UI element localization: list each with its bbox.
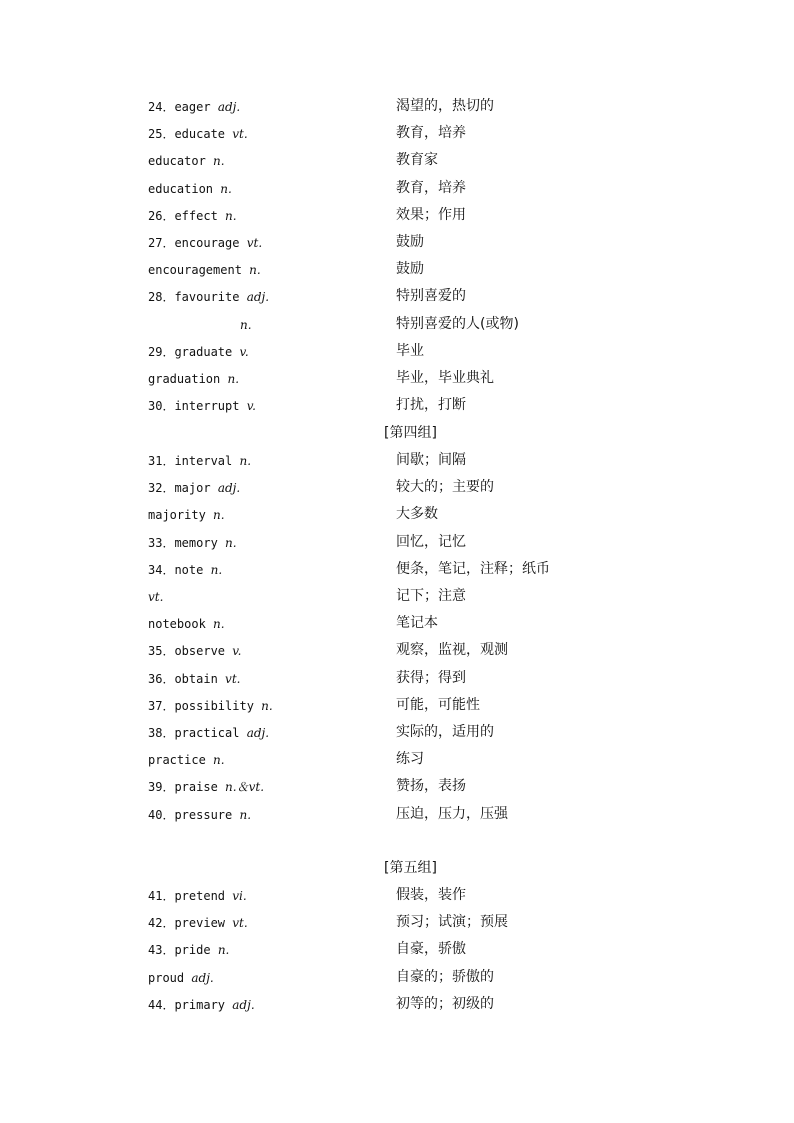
vocab-word: 28．favourite	[148, 290, 240, 305]
vocab-row	[0, 587, 794, 614]
vocab-word: 37．possibility	[148, 698, 254, 713]
vocab-meaning: 自豪，骄傲	[396, 941, 466, 958]
vocab-row	[0, 260, 794, 287]
vocab-row	[0, 560, 794, 587]
vocab-term	[148, 151, 225, 171]
vocab-row	[0, 97, 794, 124]
vocab-word: 34．note	[148, 562, 204, 577]
vocab-meaning: 赞扬，表扬	[396, 778, 466, 795]
vocab-row	[0, 750, 794, 777]
vocab-word: notebook	[148, 617, 206, 632]
group-heading-5: [第五组]	[384, 860, 437, 876]
vocab-row	[0, 179, 794, 206]
vocab-part-of-speech: n.	[239, 454, 252, 468]
vocab-row	[0, 777, 794, 804]
vocab-meaning: 练习	[396, 751, 424, 768]
vocab-row	[0, 315, 794, 342]
vocab-term	[148, 124, 248, 144]
vocab-word: education	[148, 181, 214, 196]
vocab-row	[0, 669, 794, 696]
vocab-word: 30．interrupt	[148, 399, 240, 414]
vocab-word: 32．major	[148, 481, 211, 496]
vocab-part-of-speech: adj.	[232, 997, 255, 1012]
vocab-word: 39．praise	[148, 780, 218, 795]
vocab-row	[0, 940, 794, 967]
vocab-word: 41．pretend	[148, 889, 226, 903]
vocab-part-of-speech: v.	[246, 399, 256, 414]
vocab-row	[0, 206, 794, 233]
vocab-term	[148, 614, 225, 634]
vocab-term	[148, 478, 240, 498]
vocab-term	[148, 805, 251, 825]
vocab-part-of-speech: n.	[227, 372, 240, 386]
vocab-meaning: 鼓励	[396, 234, 424, 250]
vocab-meaning: 鼓励	[396, 261, 424, 278]
vocab-meaning: 毕业，毕业典礼	[396, 370, 494, 386]
vocab-part-of-speech: n.	[213, 753, 225, 768]
vocab-row	[0, 369, 794, 396]
vocab-term	[148, 369, 239, 389]
vocab-term	[148, 641, 241, 661]
vocab-term	[240, 315, 252, 335]
vocab-part-of-speech: n.	[225, 208, 237, 223]
vocab-row	[0, 614, 794, 641]
vocab-part-of-speech: n.	[217, 943, 230, 958]
vocab-word: 25．educate	[148, 127, 226, 142]
vocab-word: educator	[148, 154, 206, 169]
vocab-word: 42．preview	[148, 916, 226, 931]
vocab-meaning: 笔记本	[396, 615, 438, 632]
vocab-word: majority	[148, 508, 206, 523]
vocab-meaning: 记下；注意	[396, 588, 466, 604]
vocab-meaning: 教育家	[396, 152, 438, 169]
vocab-row	[0, 342, 794, 369]
vocab-row	[0, 696, 794, 723]
vocab-word: graduation	[148, 372, 221, 386]
vocab-word: 31．interval	[148, 454, 233, 468]
vocab-part-of-speech: n.	[239, 807, 252, 822]
vocab-term	[148, 696, 273, 716]
vocab-row	[0, 233, 794, 260]
vocab-row	[0, 287, 794, 314]
vocab-term	[148, 995, 255, 1015]
vocab-word: 27．encourage	[148, 236, 240, 250]
vocab-meaning: 回忆，记忆	[396, 533, 466, 550]
vocab-row	[0, 641, 794, 668]
vocab-word: 38．practical	[148, 726, 240, 740]
vocab-meaning: 大多数	[396, 506, 438, 523]
vocab-term	[148, 505, 225, 525]
vocab-part-of-speech: adj.	[217, 100, 241, 114]
vocab-row	[0, 723, 794, 750]
vocab-meaning: 教育，培养	[396, 125, 466, 142]
vocab-meaning: 可能，可能性	[396, 696, 480, 713]
vocab-meaning: 间歇；间隔	[396, 452, 466, 468]
vocab-part-of-speech: adj.	[217, 481, 241, 496]
vocab-part-of-speech: adj.	[246, 290, 270, 305]
vocab-meaning: 便条，笔记，注释；纸币	[396, 560, 550, 577]
vocab-part-of-speech: adj.	[191, 970, 214, 985]
vocab-part-of-speech: n.	[213, 154, 225, 169]
vocab-term	[148, 396, 256, 416]
vocab-row	[0, 478, 794, 505]
vocab-meaning: 特别喜爱的人(或物)	[396, 315, 519, 332]
vocab-part-of-speech: vt.	[232, 916, 248, 931]
vocab-word: 24．eager	[148, 100, 211, 114]
vocab-meaning: 压迫，压力，压强	[396, 805, 508, 822]
vocab-part-of-speech: n.	[210, 562, 223, 577]
vocab-meaning: 效果；作用	[396, 206, 466, 223]
vocab-term	[148, 560, 222, 580]
vocab-meaning: 特别喜爱的	[396, 288, 466, 305]
vocab-part-of-speech: v.	[232, 644, 242, 659]
vocab-term	[148, 940, 229, 960]
vocab-word: 29．graduate	[148, 344, 233, 359]
vocab-part-of-speech: vt.	[225, 671, 241, 686]
vocab-term	[148, 260, 261, 280]
vocab-term	[148, 669, 240, 689]
vocab-part-of-speech: n.	[240, 317, 252, 332]
vocab-row	[0, 533, 794, 560]
vocab-row	[0, 151, 794, 178]
vocab-term	[148, 750, 225, 770]
vocab-word: 33．memory	[148, 535, 218, 550]
vocab-word: 44．primary	[148, 997, 226, 1012]
vocab-row	[0, 451, 794, 478]
vocab-row	[0, 124, 794, 151]
vocab-meaning: 实际的，适用的	[396, 724, 494, 740]
vocab-part-of-speech: adj.	[246, 726, 270, 740]
vocab-part-of-speech: n.＆vt.	[225, 780, 265, 795]
vocab-term	[148, 206, 237, 226]
vocab-part-of-speech: n.	[249, 263, 261, 278]
vocab-meaning: 毕业	[396, 342, 424, 359]
vocab-term	[148, 179, 232, 199]
vocab-term	[148, 913, 248, 933]
vocab-part-of-speech: n.	[213, 508, 225, 523]
vocab-row	[0, 505, 794, 532]
vocab-word: practice	[148, 753, 206, 768]
vocab-meaning: 教育，培养	[396, 179, 466, 196]
vocab-part-of-speech: vt.	[148, 590, 164, 604]
vocab-meaning: 渴望的，热切的	[396, 98, 494, 114]
vocab-term	[148, 723, 269, 743]
vocab-term	[148, 886, 247, 906]
vocab-part-of-speech: v.	[239, 344, 249, 359]
vocab-row	[0, 913, 794, 940]
vocab-word: 35．observe	[148, 644, 226, 659]
vocab-part-of-speech: vt.	[246, 236, 263, 250]
vocab-row	[0, 968, 794, 995]
vocab-word: encouragement	[148, 263, 242, 278]
vocab-meaning: 较大的；主要的	[396, 479, 494, 496]
vocab-term	[148, 287, 269, 307]
vocab-word: 36．obtain	[148, 671, 218, 686]
vocab-part-of-speech: n.	[213, 617, 225, 632]
vocab-term	[148, 533, 237, 553]
vocab-meaning: 初等的；初级的	[396, 995, 494, 1012]
vocab-term	[148, 342, 249, 362]
vocab-row	[0, 805, 794, 832]
vocab-meaning: 观察，监视，观测	[396, 642, 508, 659]
vocab-meaning: 假装，装作	[396, 887, 466, 903]
vocab-word: 26．effect	[148, 208, 218, 223]
vocab-meaning: 打扰，打断	[396, 397, 466, 414]
vocab-meaning: 自豪的；骄傲的	[396, 968, 494, 985]
vocab-term	[148, 587, 163, 607]
vocab-row	[0, 396, 794, 423]
vocab-meaning: 预习；试演；预展	[396, 914, 508, 931]
vocab-part-of-speech: n.	[225, 535, 237, 550]
vocab-term	[148, 777, 264, 797]
vocab-part-of-speech: vi.	[232, 889, 247, 903]
vocab-meaning: 获得；得到	[396, 669, 466, 686]
vocab-word: proud	[148, 970, 185, 985]
vocab-term	[148, 97, 240, 117]
vocab-part-of-speech: vt.	[232, 127, 248, 142]
vocab-word: 40．pressure	[148, 807, 233, 822]
vocab-term	[148, 451, 251, 471]
vocab-word: 43．pride	[148, 943, 211, 958]
vocab-term	[148, 968, 214, 988]
vocab-row	[0, 886, 794, 913]
vocab-term	[148, 233, 262, 253]
vocab-row	[0, 995, 794, 1022]
vocab-part-of-speech: n.	[261, 698, 273, 713]
group-heading-4: [第四组]	[384, 425, 437, 441]
vocab-part-of-speech: n.	[220, 181, 232, 196]
